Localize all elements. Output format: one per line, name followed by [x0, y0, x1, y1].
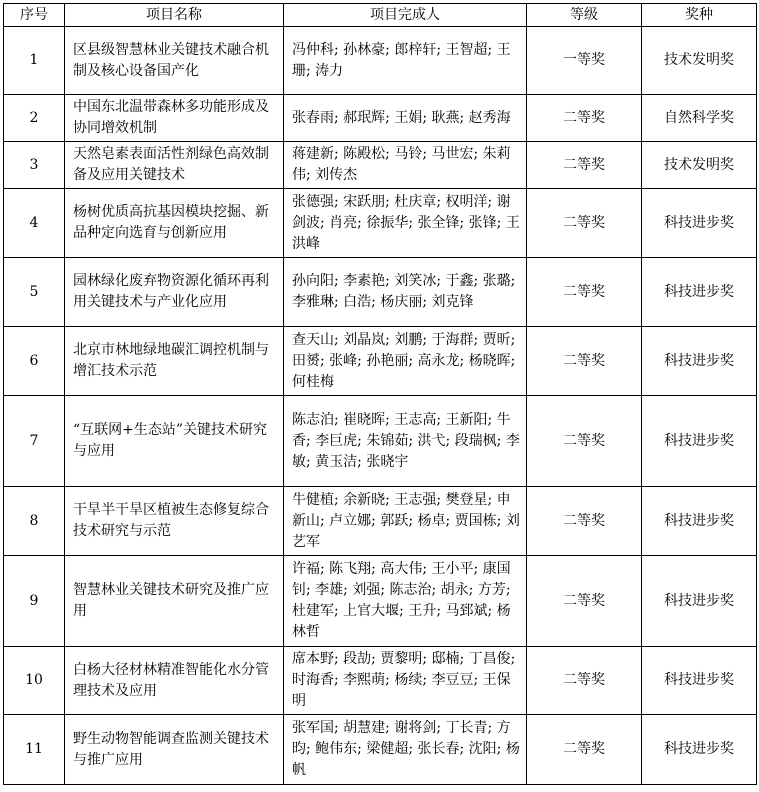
cell-project-name: 智慧林业关键技术研究及推广应用: [65, 556, 284, 647]
table-row: [4, 715, 757, 785]
table-row: [4, 487, 757, 556]
cell-no: 5: [4, 258, 65, 327]
cell-project-people: 席本野; 段劼; 贾黎明; 邸楠; 丁昌俊; 时海香; 李熙萌; 杨续; 李豆豆; 王保明: [284, 647, 527, 715]
header-row: [4, 4, 757, 27]
header-project-people: 项目完成人: [284, 4, 527, 27]
cell-project-people: 许福; 陈飞翔; 高大伟; 王小平; 康国钊; 李雄; 刘强; 陈志治; 胡永; 方芳; 杜建军; 上官大堰; 王升; 马郅斌; 杨林哲: [284, 556, 527, 647]
cell-award-type: 科技进步奖: [642, 396, 757, 487]
cell-grade: 二等奖: [527, 258, 642, 327]
cell-award-type: 科技进步奖: [642, 189, 757, 258]
cell-award-type: 技术发明奖: [642, 142, 757, 189]
cell-grade: 二等奖: [527, 95, 642, 142]
cell-no: 10: [4, 647, 65, 715]
table-row: [4, 142, 757, 189]
table-row: [4, 327, 757, 396]
cell-project-people: 张军国; 胡慧建; 谢将剑; 丁长青; 方昀; 鲍伟东; 梁健超; 张长春; 沈阳; 杨帆: [284, 715, 527, 785]
cell-award-type: 技术发明奖: [642, 27, 757, 95]
table-row: [4, 95, 757, 142]
cell-grade: 二等奖: [527, 647, 642, 715]
cell-no: 3: [4, 142, 65, 189]
cell-project-people: 孙向阳; 李素艳; 刘笑冰; 于鑫; 张璐; 李雅琳; 白浩; 杨庆丽; 刘克锋: [284, 258, 527, 327]
cell-project-people: 张德强; 宋跃朋; 杜庆章; 权明洋; 谢剑波; 肖亮; 徐振华; 张全锋; 张锋; 王洪峰: [284, 189, 527, 258]
cell-project-people: 冯仲科; 孙林豪; 郎梓轩; 王智超; 王珊; 涛力: [284, 27, 527, 95]
table-row: [4, 647, 757, 715]
cell-project-name: “互联网+生态站”关键技术研究与应用: [65, 396, 284, 487]
cell-project-name: 园林绿化废弃物资源化循环再利用关键技术与产业化应用: [65, 258, 284, 327]
cell-no: 7: [4, 396, 65, 487]
cell-grade: 二等奖: [527, 189, 642, 258]
cell-project-name: 白杨大径材林精准智能化水分管理技术及应用: [65, 647, 284, 715]
table-row: [4, 189, 757, 258]
cell-grade: 二等奖: [527, 715, 642, 785]
cell-award-type: 科技进步奖: [642, 487, 757, 556]
header-no: 序号: [4, 4, 65, 27]
cell-no: 9: [4, 556, 65, 647]
cell-award-type: 科技进步奖: [642, 327, 757, 396]
cell-no: 8: [4, 487, 65, 556]
awards-table: [3, 3, 757, 785]
cell-award-type: 科技进步奖: [642, 258, 757, 327]
table-row: [4, 258, 757, 327]
table-row: [4, 396, 757, 487]
cell-project-name: 中国东北温带森林多功能形成及协同增效机制: [65, 95, 284, 142]
cell-project-name: 天然皂素表面活性剂绿色高效制备及应用关键技术: [65, 142, 284, 189]
cell-project-people: 张春雨; 郝珉辉; 王娟; 耿燕; 赵秀海: [284, 95, 527, 142]
table-row: [4, 27, 757, 95]
cell-project-people: 牛健植; 余新晓; 王志强; 樊登星; 申新山; 卢立娜; 郭跃; 杨卓; 贾国栋; 刘艺军: [284, 487, 527, 556]
cell-no: 1: [4, 27, 65, 95]
cell-no: 11: [4, 715, 65, 785]
cell-no: 6: [4, 327, 65, 396]
cell-grade: 二等奖: [527, 142, 642, 189]
cell-project-name: 干旱半干旱区植被生态修复综合技术研究与示范: [65, 487, 284, 556]
cell-award-type: 自然科学奖: [642, 95, 757, 142]
cell-grade: 二等奖: [527, 327, 642, 396]
cell-grade: 二等奖: [527, 396, 642, 487]
cell-grade: 二等奖: [527, 487, 642, 556]
table-row: [4, 556, 757, 647]
cell-no: 2: [4, 95, 65, 142]
cell-project-name: 野生动物智能调查监测关键技术与推广应用: [65, 715, 284, 785]
cell-project-people: 查天山; 刘晶岚; 刘鹏; 于海群; 贾昕; 田赟; 张峰; 孙艳丽; 高永龙; 杨晓晖; 何桂梅: [284, 327, 527, 396]
cell-grade: 二等奖: [527, 556, 642, 647]
cell-award-type: 科技进步奖: [642, 715, 757, 785]
cell-project-name: 杨树优质高抗基因模块挖掘、新品种定向选育与创新应用: [65, 189, 284, 258]
cell-no: 4: [4, 189, 65, 258]
header-grade: 等级: [527, 4, 642, 27]
header-award-type: 奖种: [642, 4, 757, 27]
cell-project-name: 北京市林地绿地碳汇调控机制与增汇技术示范: [65, 327, 284, 396]
cell-award-type: 科技进步奖: [642, 556, 757, 647]
cell-grade: 一等奖: [527, 27, 642, 95]
cell-project-people: 陈志泊; 崔晓晖; 王志高; 王新阳; 牛香; 李巨虎; 朱锦茹; 洪弋; 段瑞枫; 李敏; 黄玉洁; 张晓宇: [284, 396, 527, 487]
header-project-name: 项目名称: [65, 4, 284, 27]
cell-award-type: 科技进步奖: [642, 647, 757, 715]
cell-project-name: 区县级智慧林业关键技术融合机制及核心设备国产化: [65, 27, 284, 95]
cell-project-people: 蒋建新; 陈殿松; 马铃; 马世宏; 朱莉伟; 刘传杰: [284, 142, 527, 189]
